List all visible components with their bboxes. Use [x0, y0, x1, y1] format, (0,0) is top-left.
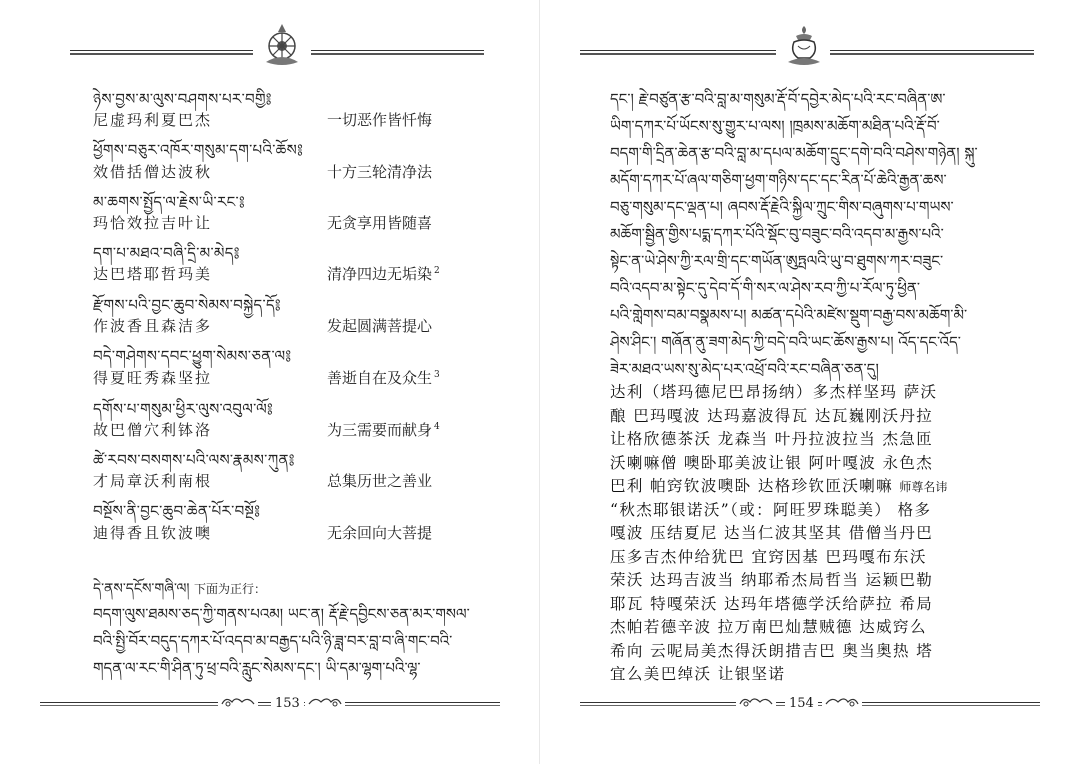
verse-8-tibetan: ཚེ་རབས་བསགས་པའི་ལས་རྣམས་ཀུན༔ — [93, 451, 295, 469]
treasure-vase-icon — [782, 22, 826, 68]
footer-rule-inner — [40, 705, 500, 706]
verse-4-transliteration: 达巴塔耶哲玛美 — [93, 265, 213, 283]
header-rule-left-b — [580, 53, 776, 55]
transliteration-line: “秋杰耶银诺沃”（或：阿旺罗珠聪美） 格多 — [610, 500, 932, 519]
tibetan-line: མདོག་དཀར་པོ་ཞལ་གཅིག་ཕྱག་གཉིས་དང་དང་རིན་པོ་ཆེའི་རྒྱན་ཆས་ — [610, 171, 947, 189]
prose-line: བའི་སྤྱི་བོར་བདུད་དཀར་པོ་འདབ་མ་བརྒྱད་པའི་ཉི་ཟླ་བར་བླ་བ་ཞི་གང་བའི་ — [93, 632, 453, 650]
transliteration-line: 宜么美巴绰沃 让银坚诺 — [610, 665, 786, 683]
header-rule-right-b — [311, 53, 484, 55]
verse-3-tibetan: མ་ཆགས་སྤྱོད་ལ་རྗེས་ཡི་རང་༔ — [93, 193, 245, 211]
transliteration-line: 压多吉杰仲给犹巴 宜窍因基 巴玛嘎布东沃 — [610, 547, 927, 566]
verse-1-tibetan: ཉེས་བྱས་མ་ལུས་བཤགས་པར་བགྱི༔ — [93, 90, 272, 108]
verse-4-chinese: 清净四边无垢染 $^2$ — [327, 265, 440, 283]
page-number: 153 — [271, 696, 304, 711]
transliteration-line: 酿 巴玛嘎波 达玛嘉波得瓦 达瓦巍刚沃丹拉 — [610, 406, 934, 425]
transliteration-line: 杰帕若德辛波 拉万南巴灿慧贼德 达威窍么 — [610, 618, 927, 636]
tibetan-line: པའི་གླེགས་བམ་བསྣམས་པ། མཚན་དཔེའི་མཛེས་སྡུག་བརྒྱ་བས་མཆོག་མི་ — [610, 306, 968, 324]
verse-5-chinese: 发起圆满菩提心 — [327, 317, 433, 335]
cloud-ornament-icon — [822, 694, 862, 710]
header-rule-left-a — [70, 50, 253, 51]
footnote-marker: 2 — [434, 266, 440, 276]
tibetan-line: དང་། རྗེ་བཙུན་རྩ་བའི་བླ་མ་གསུམ་རྡོ་བོ་དབྱེར་མེད་པའི་རང་བཞིན་ཨ་ — [610, 90, 946, 108]
transliteration-line: 沃喇嘛僧 噢卧耶美波让银 阿叶嘎波 永色杰 — [610, 453, 934, 472]
transliteration-line: 巴利 帕窍钦波噢卧 达格珍钦匝沃喇嘛 师尊名讳 — [610, 477, 948, 495]
verse-6-transliteration: 得夏旺秀森坚拉 — [93, 369, 213, 387]
tibetan-line: བཅུ་གསུམ་དང་ལྡན་པ། ཞབས་རྡོ་རྗེའི་སྐྱིལ་ཀྲུང་གིས་བཞུགས་པ་གཡས་ — [610, 198, 954, 216]
verse-5-tibetan: རྫོགས་པའི་བྱང་ཆུབ་སེམས་བསྐྱེད་དོ༔ — [93, 296, 281, 314]
header-rule-right-a — [311, 50, 484, 51]
verse-5-transliteration: 作波香且森洁多 — [93, 317, 213, 335]
section-heading-chinese: 下面为正行： — [193, 582, 266, 596]
cloud-ornament-icon — [305, 694, 345, 710]
transliteration-line: 达利（塔玛德尼巴昂扬纳）多杰样坚玛 萨沃 — [610, 383, 938, 401]
transliteration-line: 让格欣德茶沃 龙森当 叶丹拉波拉当 杰急匝 — [610, 430, 934, 448]
verse-7-tibetan: དགོས་པ་གསུམ་ཕྱིར་ལུས་འབུལ་ལོ༔ — [93, 400, 273, 418]
tibetan-line: བདག་གི་དྲིན་ཆེན་རྩ་བའི་བླ་མ་དཔལ་མཆོག་དྲུང་དགེ་བའི་བཤེས་གཉེན། སྐུ་ — [610, 144, 978, 162]
verse-4-tibetan: དག་པ་མཐའ་བཞི་དྲི་མ་མེད༔ — [93, 244, 240, 262]
header-rule-right-a — [830, 50, 1034, 51]
cloud-ornament-icon — [736, 694, 776, 710]
transliteration-line: 荣沃 达玛吉波当 纳耶希杰局哲当 运颖巴勒 — [610, 571, 934, 589]
right-page — [540, 0, 1080, 764]
section-heading-tibetan: དེ་ནས་དངོས་གཞི་ལ། — [93, 581, 190, 597]
verse-3-transliteration: 玛恰效拉吉叶让 — [93, 214, 213, 232]
header-rule-left-b — [70, 53, 253, 55]
header-rule-left-a — [580, 50, 776, 51]
verse-8-transliteration: 才局章沃利南根 — [93, 472, 213, 490]
verse-6-chinese: 善逝自在及众生 $^3$ — [327, 369, 440, 387]
verse-8-chinese: 总集历世之善业 — [327, 472, 433, 490]
verse-1-transliteration: 尼虚玛利夏巴杰 — [93, 111, 213, 129]
tibetan-line: ཡིག་དཀར་པོ་ཡོངས་སུ་གྱུར་པ་ལས། །ཁྲམས་མཆོག་མཐིན་པའི་རྡོ་བོ་ — [610, 117, 940, 135]
verse-9-transliteration: 迪得香且钦波噢 — [93, 524, 213, 542]
tibetan-line: ཟེར་མཐའ་ཡས་སུ་མེད་པར་འཕྲོ་བའི་རང་བཞིན་ཅན་དུ། — [610, 360, 879, 378]
verse-1-chinese: 一切恶作皆忏悔 — [327, 111, 433, 129]
prose-line: བདག་ལུས་ཐམས་ཅད་ཀྱི་གནས་པའམ། ཡང་ན། རྡོ་རྗེ་དབྱིངས་ཅན་མར་གསལ་ — [93, 605, 470, 623]
verse-7-chinese: 为三需要而献身 $^4$ — [327, 421, 440, 439]
verse-2-transliteration: 效借括僧达波秋 — [93, 163, 213, 181]
footer-rule — [40, 702, 500, 703]
dharma-wheel-icon — [260, 22, 304, 68]
tibetan-line: སྟེང་ན་ཡེ་ཤེས་ཀྱི་རལ་གྲི་དང་གཡོན་ཨུཏྤལའི་ཡུ་བ་ཐུགས་ཀར་བཟུང་ — [610, 252, 944, 270]
tibetan-line: ཤེས་ཤིང་། གཞོན་ནུ་ཟག་མེད་ཀྱི་བདེ་བའི་ཡང་ཆོས་རྒྱས་པ། འོད་དང་འོད་ — [610, 333, 961, 351]
header-rule-right-b — [830, 53, 1034, 55]
verse-6-tibetan: བདེ་གཤེགས་དབང་ཕྱུག་སེམས་ཅན་ལ༔ — [93, 347, 292, 365]
inline-note: 师尊名讳 — [899, 480, 948, 494]
transliteration-line: 耶瓦 特嘎荣沃 达玛年塔德学沃给萨拉 希局 — [610, 594, 934, 613]
verse-9-tibetan: བསྔོས་ནི་བྱང་ཆུབ་ཆེན་པོར་བསྔོ༔ — [93, 502, 261, 520]
tibetan-line: མཆོག་སྦྱིན་གྱིས་པདྨ་དཀར་པོའི་སྡོང་བུ་བཟུང་བའི་འདབ་མ་རྒྱས་པའི་ — [610, 225, 944, 243]
tibetan-line: བའི་འདབ་མ་སྟེང་དུ་དེབ་དོ་གི་སར་ལ་ཤེས་རབ་ཀྱི་པ་རོལ་ཏུ་ཕྱིན་ — [610, 279, 921, 297]
verse-2-tibetan: ཕྱོགས་བཅུར་འཁོར་གསུམ་དག་པའི་ཆོས༔ — [93, 141, 304, 159]
cloud-ornament-icon — [218, 694, 258, 710]
footnote-marker: 4 — [434, 422, 440, 432]
verse-2-chinese: 十方三轮清净法 — [327, 163, 433, 181]
verse-7-transliteration: 故巴僧穴利钵洛 — [93, 421, 213, 439]
page-number: 154 — [785, 696, 818, 711]
footnote-marker: 3 — [434, 370, 440, 380]
transliteration-line: 希向 云呢局美杰得沃朗措吉巴 奥当奥热 塔 — [610, 641, 934, 660]
transliteration-line: 嘎波 压结夏尼 达当仁波其坚其 借僧当丹巴 — [610, 524, 934, 542]
verse-9-chinese: 无余回向大菩提 — [327, 524, 433, 542]
verse-3-chinese: 无贪享用皆随喜 — [327, 214, 433, 232]
prose-line: གདན་ལ་རང་གི་ཤིན་ཏུ་ཕྲ་བའི་རླུང་སེམས་དང་། ཡི་དམ་ལྷག་པའི་ལྷ་ — [93, 659, 421, 677]
